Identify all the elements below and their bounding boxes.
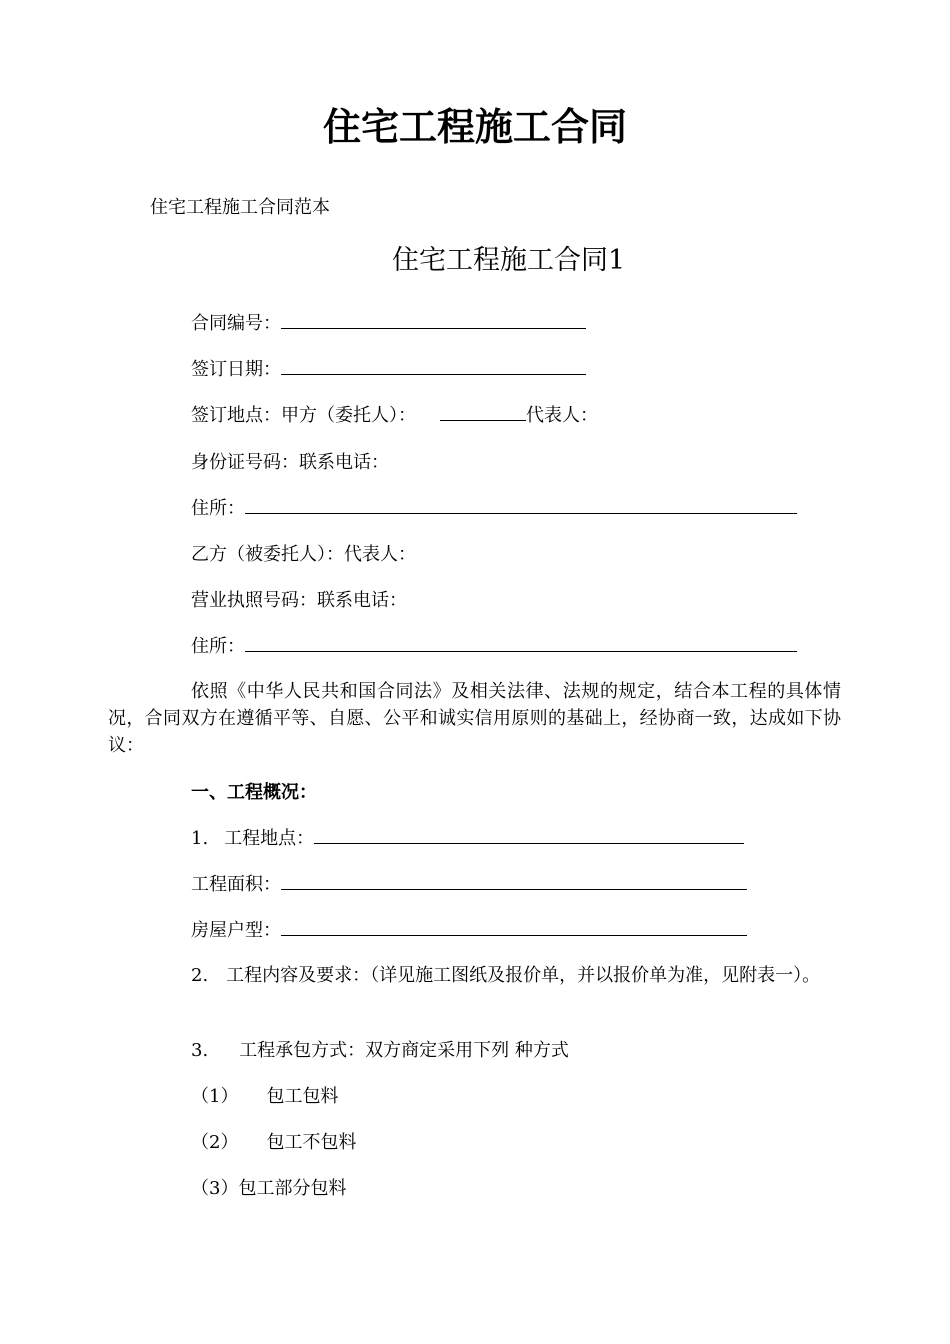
project-area-blank xyxy=(281,873,747,890)
license-field: 营业执照号码：联系电话： xyxy=(191,590,407,611)
address-field-a xyxy=(191,494,797,520)
party-b-field: 乙方（被委托人）：代表人： xyxy=(191,544,416,565)
option-text: 包工部分包料 xyxy=(238,1178,347,1199)
project-location-field xyxy=(191,824,744,850)
address-field-b xyxy=(191,632,797,658)
project-location-blank xyxy=(314,827,744,844)
address-label-b: 住所： xyxy=(191,636,245,657)
option-text: 包工不包料 xyxy=(266,1132,357,1153)
option-number: （1） xyxy=(191,1086,239,1107)
address-label-a: 住所： xyxy=(191,498,245,519)
project-area-label: 工程面积： xyxy=(191,874,281,895)
item-number: 1. xyxy=(191,828,209,849)
id-number-field: 身份证号码：联系电话： xyxy=(191,452,389,473)
party-a-blank xyxy=(440,404,526,421)
address-blank-b xyxy=(245,635,797,652)
project-area-field xyxy=(191,870,747,896)
contract-title: 住宅工程施工合同1 xyxy=(392,245,626,276)
sign-date-field xyxy=(191,355,586,381)
contract-number-field xyxy=(191,309,586,335)
document-title: 住宅工程施工合同 xyxy=(322,105,627,149)
sign-place-label: 签订地点：甲方（委托人）： xyxy=(191,405,416,426)
contract-method-text: 工程承包方式：双方商定采用下列 种方式 xyxy=(239,1040,569,1061)
house-type-blank xyxy=(281,919,747,936)
address-blank-a xyxy=(245,497,797,514)
document-subtitle: 住宅工程施工合同范本 xyxy=(150,197,330,218)
sign-place-field xyxy=(191,401,598,427)
option-2 xyxy=(191,1128,356,1154)
item-number: 3. xyxy=(191,1040,209,1061)
work-content-paragraph: 2. 工程内容及要求：（详见施工图纸及报价单，并以报价单为准，见附表一）。 xyxy=(191,965,821,986)
sign-date-blank xyxy=(281,358,586,375)
option-1 xyxy=(191,1082,338,1108)
sign-date-label: 签订日期： xyxy=(191,359,281,380)
representative-label: 代表人： xyxy=(526,405,598,426)
option-text: 包工包料 xyxy=(266,1086,339,1107)
contract-number-blank xyxy=(281,312,586,329)
house-type-label: 房屋户型： xyxy=(191,920,281,941)
section-heading: 一、工程概况： xyxy=(191,782,317,803)
contract-method-field xyxy=(191,1036,569,1062)
house-type-field xyxy=(191,916,747,942)
contract-number-label: 合同编号： xyxy=(191,313,281,334)
option-3 xyxy=(191,1174,346,1200)
intro-paragraph: 依照《中华人民共和国合同法》及相关法律、法规的规定，结合本工程的具体情况，合同双方在遵循平等、自愿、公平和诚实信用原则的基础上，经协商一致，达成如下协议： xyxy=(108,681,841,756)
option-number: （2） xyxy=(191,1132,239,1153)
project-location-label: 工程地点： xyxy=(224,828,315,849)
option-number: （3） xyxy=(191,1178,239,1199)
